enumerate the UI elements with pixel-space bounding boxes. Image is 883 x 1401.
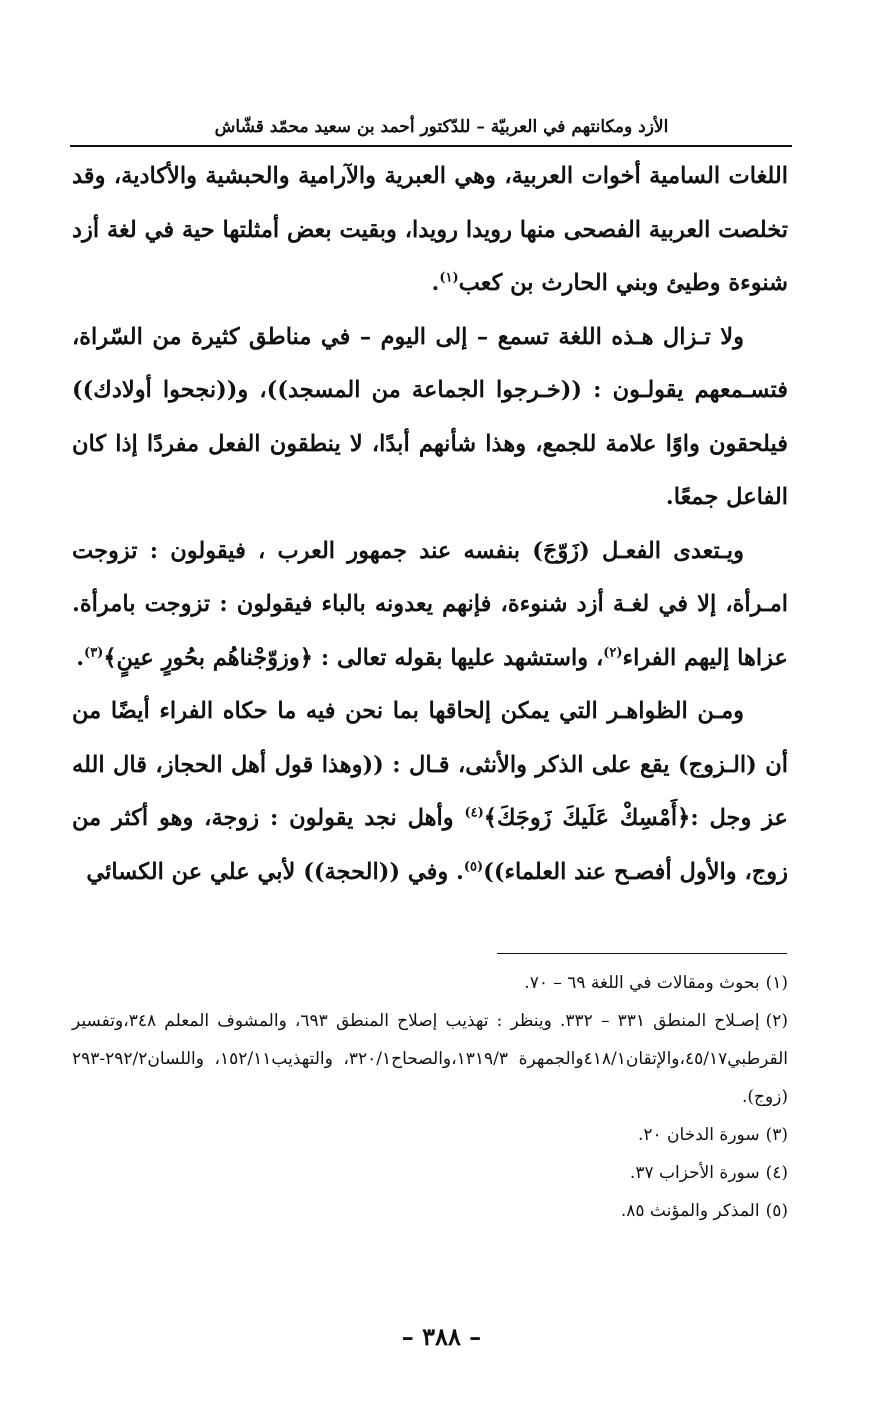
footnote-2-number: (٢) xyxy=(765,1011,788,1031)
paragraph-4-text-b: وأهل نجد يقولون : زوجة، وهو أكثر من زوج، والأول أفصـح عند العلماء)) xyxy=(72,805,788,885)
footnote-5-text: المذكر والمؤنث ٨٥. xyxy=(620,1201,760,1221)
main-text xyxy=(72,150,788,899)
footnote-1 xyxy=(72,964,788,1002)
footnote-4-text: سورة الأحزاب ٣٧. xyxy=(629,1163,760,1183)
footnote-2 xyxy=(72,1002,788,1116)
paragraph-2: ولا تـزال هـذه اللغة تسمع – إلى اليوم – في مناطق كثيرة من السّراة، فتسـمعهم يقولـون : ((خـرجوا الجماعة من المسجد))، و((نجحوا أولادك)) فيلحقون واوًا علامة للجمع، وهذا شأنهم أبدًا، لا ينطقون الفعل مفردًا إذا كان الفاعل جمعًا. xyxy=(72,323,788,510)
footnote-5 xyxy=(72,1192,788,1230)
paragraph-3-text-b: ، واستشهد عليها بقوله تعالى : xyxy=(320,644,604,671)
footnote-ref-5: (٥) xyxy=(463,859,484,874)
header-rule xyxy=(70,145,792,147)
footnotes xyxy=(72,964,788,1230)
footnote-separator xyxy=(497,953,787,954)
footnote-3 xyxy=(72,1116,788,1154)
paragraph-1 xyxy=(72,150,788,311)
page-number: – ٣٨٨ – xyxy=(401,1322,482,1351)
footnote-5-number: (٥) xyxy=(765,1201,788,1221)
footnote-4 xyxy=(72,1154,788,1192)
paragraph-1-end: . xyxy=(431,270,440,296)
running-title: الأزد ومكانتهم في العربيّة – للدّكتور أحمد بن سعيد محمّد قشّاش xyxy=(214,117,669,137)
footnote-1-text: بحوث ومقالات في اللغة ٦٩ – ٧٠. xyxy=(524,973,760,993)
footnote-ref-1: (١) xyxy=(439,270,459,286)
paragraph-3-text-a: ويـتعدى الفعـل (زَوّجَ) بنفسه عند جمهور العرب ، فيقولون : تزوجت امـرأة، إلا في لغـة أزد شنوءة، فإنهم يعدونه بالباء فيقولون : تزوجت بامرأة. عزاها إليهم الفراء xyxy=(72,537,788,671)
paragraph-4-text-a: ومـن الظواهـر التي يمكن إلحاقها بما نحن فيه ما حكاه الفراء أيضًا من أن (الـزوج) يقع على الذكر والأنثى، قـال : ((وهذا قول أهل الحجاز، قال الله عز وجل : xyxy=(72,698,788,831)
footnote-2-text: إصـلاح المنطق ٣٣١ – ٣٣٢. وينظر : تهذيب إصلاح المنطق ٦٩٣، والمشوف المعلم ٣٤٨،وتفسير القرطبي٤٥/١٧،والإتقان٤١٨/١والجمهرة ١٣١٩/٣،والصحاح٣٢٠/١، والتهذيب١٥٢/١١، واللسان٢٩٢/٢-٢٩٣ (زوج). xyxy=(72,1011,788,1107)
paragraph-3 xyxy=(72,525,788,686)
paragraph-3-end: . xyxy=(76,644,85,671)
footnote-1-number: (١) xyxy=(765,973,788,993)
quran-verse-2: ﴿أَمْسِكْ عَلَيكَ زَوجَكَ﴾ xyxy=(483,805,691,831)
paragraph-4-text-c: . وفي ((الحجة)) لأبي علي عن الكسائي xyxy=(86,858,464,885)
quran-verse-1: ﴿وزوّجْناهُم بحُورٍ عينٍ﴾ xyxy=(103,644,313,671)
footnote-3-number: (٣) xyxy=(765,1125,788,1145)
footnote-3-text: سورة الدخان ٢٠. xyxy=(637,1125,760,1145)
footnote-ref-4: (٤) xyxy=(464,805,484,821)
paragraph-4 xyxy=(72,685,788,899)
footnote-4-number: (٤) xyxy=(765,1163,788,1183)
footnote-ref-3: (٣) xyxy=(84,645,104,660)
footnote-ref-2: (٢) xyxy=(603,645,623,660)
paragraph-1-text: اللغات السامية أخوات العربية، وهي العبرية والآرامية والحبشية والأكادية، وقد تخلصت العربية الفصحى منها رويدا رويدا، وبقيت بعض أمثلتها حية في لغة أزد شنوءة وطيئ وبني الحارث بن كعب xyxy=(72,163,788,296)
